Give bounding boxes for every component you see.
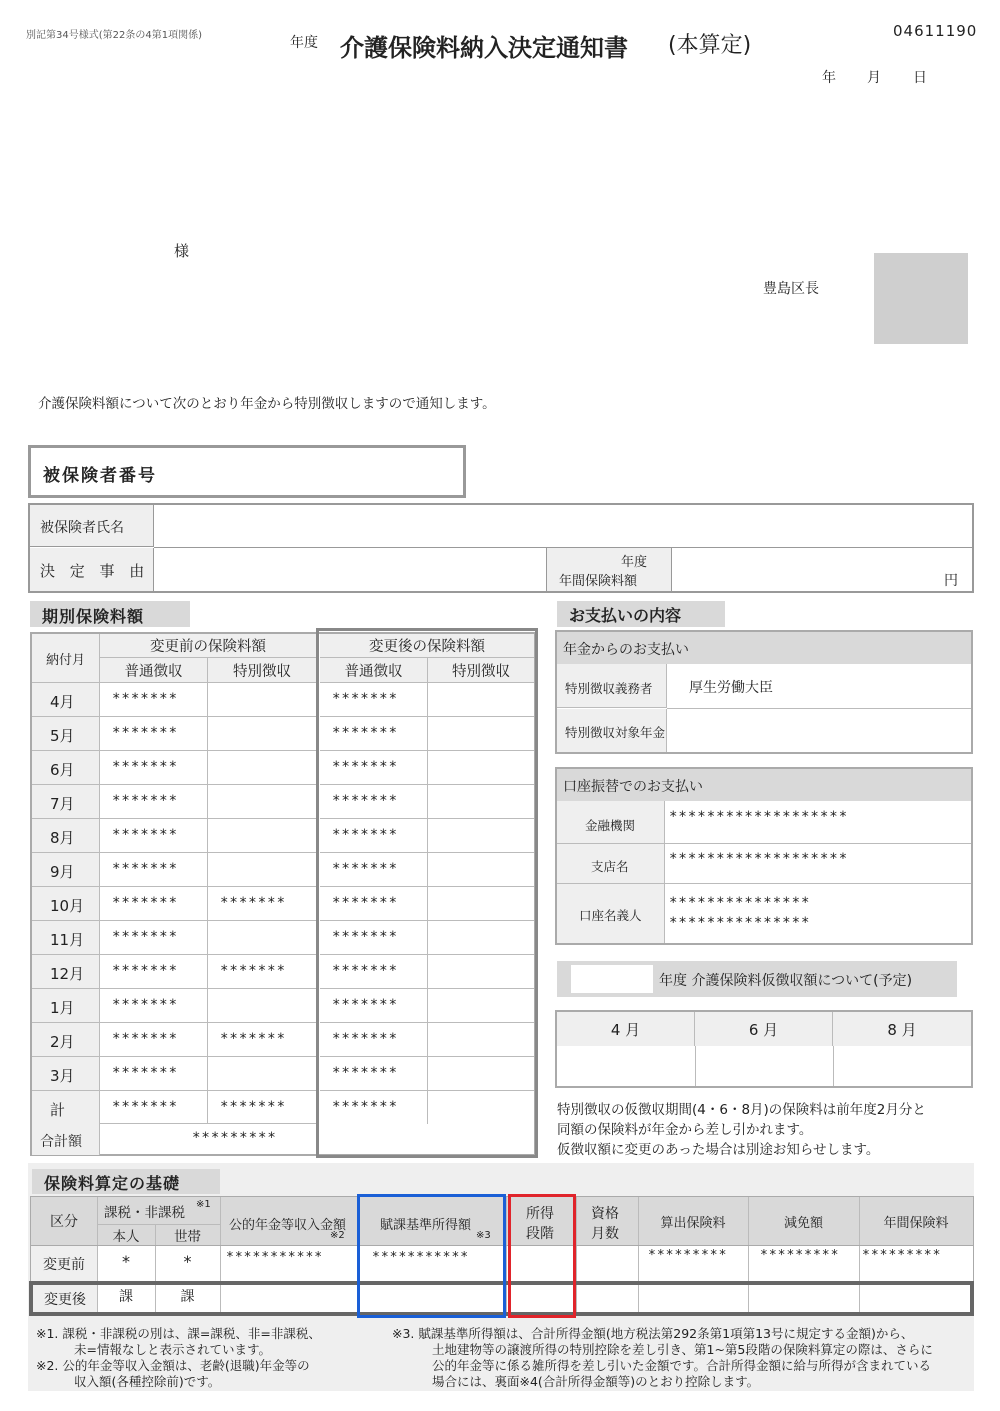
issuer: 豊島区長	[763, 281, 819, 297]
month-label: 12月	[50, 965, 85, 983]
notice-text: 介護保険料額について次のとおり年金から特別徴収しますので通知します。	[38, 396, 496, 412]
after-household: 課	[180, 1289, 195, 1305]
reason-label-cell	[30, 548, 154, 591]
period-row-cell	[100, 1022, 208, 1056]
col-stage-line1: 所得	[526, 1206, 554, 1222]
before-assessed-income: ***********	[372, 1250, 470, 1265]
period-row-cell	[428, 954, 534, 988]
after-special-header: 特別徴収	[428, 658, 534, 682]
month-label: 2月	[50, 1033, 75, 1051]
month-header: 納付月	[32, 634, 100, 682]
col-reduction: 減免額	[783, 1215, 823, 1231]
col-income-note: ※3	[476, 1230, 491, 1241]
period-row-cell	[100, 1056, 208, 1090]
title-suffix: (本算定)	[668, 33, 752, 58]
premium-value: *******	[332, 1031, 399, 1047]
premium-value: *******	[332, 861, 399, 877]
period-row-cell	[208, 716, 316, 750]
insured-name-label: 被保険者氏名	[40, 520, 124, 536]
period-row-cell	[428, 1090, 534, 1124]
pension-payment-box	[555, 630, 973, 754]
yen-unit: 円	[944, 573, 958, 589]
premium-value: *******	[112, 725, 179, 741]
period-row-cell	[320, 716, 428, 750]
premium-value: *******	[112, 1099, 179, 1115]
period-row-cell	[428, 818, 534, 852]
period-row-cell	[320, 784, 428, 818]
month-label: 10月	[50, 897, 85, 915]
month-label: 3月	[50, 1067, 75, 1085]
note-2-line-a: ※2. 公的年金等収入金額は、老齢(退職)年金等の	[36, 1358, 310, 1373]
provisional-note-3: 仮徴収額に変更のあった場合は別途お知らせします。	[557, 1142, 880, 1158]
row-before-label: 変更前	[43, 1256, 85, 1273]
account-holder-label: 口座名義人	[579, 908, 642, 923]
provisional-month-april: 4 月	[557, 1012, 695, 1046]
month-label: 7月	[50, 795, 75, 813]
period-row-cell	[208, 750, 316, 784]
bank-payment-header: 口座振替でのお支払い	[563, 779, 703, 795]
col-self: 本人	[112, 1228, 140, 1245]
period-row-cell	[100, 818, 208, 852]
date-day: 日	[913, 70, 927, 86]
payment-section-header	[557, 601, 725, 627]
period-row-cell	[208, 1022, 316, 1056]
period-row-cell	[320, 750, 428, 784]
period-row-cell	[320, 954, 428, 988]
note-2-line-b: 収入額(各種控除前)です。	[74, 1374, 221, 1389]
col-months-line1: 資格	[591, 1206, 619, 1222]
payment-section-title: お支払いの内容	[569, 606, 682, 625]
bank-label: 金融機関	[585, 818, 636, 833]
income-highlight-frame	[357, 1194, 506, 1318]
provisional-month-june: 6 月	[695, 1012, 833, 1046]
period-row-cell	[428, 750, 534, 784]
premium-value: *******	[332, 1065, 399, 1081]
premium-value: *******	[112, 963, 179, 979]
before-household: *	[183, 1251, 192, 1271]
insured-number-box	[28, 445, 466, 498]
period-row-cell	[100, 954, 208, 988]
note-3-line-c: 公的年金等に係る雑所得を差し引いた金額です。合計所得金額に給与所得が含まれている	[432, 1358, 932, 1373]
grand-total-label: 合計額	[40, 1134, 82, 1150]
premium-value: *******	[220, 1031, 287, 1047]
month-label: 5月	[50, 727, 75, 745]
premium-value: *******	[220, 963, 287, 979]
premium-value: *******	[220, 1099, 287, 1115]
premium-value: *******	[332, 1099, 399, 1115]
premium-value: *******	[112, 759, 179, 775]
period-row-cell	[208, 988, 316, 1022]
col-stage-line2: 段階	[526, 1226, 554, 1242]
period-row-cell	[320, 1090, 428, 1124]
note-3-line-b: 土地建物等の譲渡所得の特別控除を差し引き、第1~第5段階の保険料算定の際は、さらに	[432, 1342, 933, 1357]
period-row-cell	[208, 818, 316, 852]
row-after-label: 変更後	[33, 1285, 97, 1312]
after-header: 変更後の保険料額	[320, 634, 534, 658]
col-tax-note: ※1	[196, 1199, 211, 1210]
note-1-line-b: 未=情報なしと表示されています。	[74, 1342, 271, 1357]
period-row-month	[32, 852, 100, 886]
col-annual-premium: 年間保険料	[883, 1215, 949, 1231]
period-row-cell	[208, 682, 316, 716]
page-title: 介護保険料納入決定通知書	[340, 34, 628, 62]
name-label-cell	[30, 505, 154, 547]
col-pension-note: ※2	[330, 1230, 345, 1241]
after-regular-header: 普通徴収	[320, 658, 428, 682]
premium-value: *******	[112, 861, 179, 877]
month-label: 6月	[50, 761, 75, 779]
period-row-month	[32, 886, 100, 920]
period-row-cell	[320, 886, 428, 920]
period-row-month	[32, 716, 100, 750]
basis-section-title: 保険料算定の基礎	[44, 1174, 181, 1193]
pension-target-label: 特別徴収対象年金	[565, 725, 666, 740]
official-seal	[874, 253, 968, 344]
pension-payment-header: 年金からのお支払い	[563, 642, 689, 658]
period-row-cell	[428, 852, 534, 886]
bank-value: *******************	[669, 809, 849, 825]
period-row-month	[32, 784, 100, 818]
premium-value: *******	[332, 963, 399, 979]
decision-reason-label: 決 定 事 由	[40, 562, 150, 580]
grand-total-row	[32, 1123, 316, 1154]
period-row-cell	[208, 784, 316, 818]
period-row-cell	[428, 886, 534, 920]
note-3-line-a: ※3. 賦課基準所得額は、合計所得金額(地方税法第292条第1項第13号に規定する金額)から、	[392, 1326, 914, 1341]
premium-value: *******	[332, 997, 399, 1013]
period-section-title: 期別保険料額	[42, 607, 145, 626]
stage-highlight-frame	[508, 1194, 576, 1318]
period-row-cell	[100, 784, 208, 818]
after-self: 課	[119, 1289, 133, 1305]
period-row-cell	[428, 988, 534, 1022]
year-label: 年度	[290, 35, 318, 51]
insured-info-box	[28, 503, 974, 593]
note-1-line-a: ※1. 課税・非課税の別は、課=課税、非=非課税、	[36, 1326, 321, 1341]
before-calculated-premium: *********	[648, 1248, 728, 1263]
premium-value: *******	[112, 793, 179, 809]
grand-total-value: *********	[192, 1130, 277, 1146]
period-row-cell	[208, 954, 316, 988]
period-row-cell	[320, 1056, 428, 1090]
premium-value: *******	[112, 997, 179, 1013]
before-reduction: *********	[760, 1248, 840, 1263]
premium-value: *******	[112, 1065, 179, 1081]
period-row-cell	[208, 886, 316, 920]
provisional-note-1: 特別徴収の仮徴収期間(4・6・8月)の保険料は前年度2月分と	[557, 1102, 926, 1118]
col-assessed-income: 賦課基準所得額	[380, 1218, 472, 1233]
period-row-month	[32, 988, 100, 1022]
period-row-cell	[100, 886, 208, 920]
period-row-cell	[320, 988, 428, 1022]
month-label: 8月	[50, 829, 75, 847]
insured-number-label: 被保険者番号	[43, 466, 157, 486]
before-pension-income: ***********	[226, 1250, 324, 1265]
provisional-header	[557, 961, 957, 997]
provisional-table	[555, 1010, 973, 1088]
period-row-cell	[428, 1056, 534, 1090]
period-row-month	[32, 1022, 100, 1056]
premium-value: *******	[112, 929, 179, 945]
period-row-cell	[100, 852, 208, 886]
premium-value: *******	[332, 725, 399, 741]
premium-value: *******	[112, 691, 179, 707]
period-row-month	[32, 954, 100, 988]
premium-value: *******	[332, 759, 399, 775]
annual-year-label: 年度	[621, 555, 648, 570]
date-month: 月	[867, 70, 881, 86]
premium-value: *******	[220, 895, 287, 911]
period-row-cell	[100, 750, 208, 784]
branch-value: *******************	[669, 851, 849, 867]
provisional-month-august: 8 月	[887, 1020, 917, 1039]
period-row-cell	[320, 818, 428, 852]
bank-payment-box	[555, 767, 973, 945]
branch-label: 支店名	[591, 859, 629, 874]
period-row-cell	[428, 682, 534, 716]
period-row-cell	[320, 920, 428, 954]
period-row-cell	[208, 920, 316, 954]
before-special-header: 特別徴収	[208, 658, 316, 682]
period-row-cell	[428, 920, 534, 954]
addressee-suffix: 様	[174, 242, 190, 260]
period-row-month	[32, 818, 100, 852]
period-row-cell	[100, 1090, 208, 1124]
period-row-month	[32, 1090, 100, 1124]
col-kubun: 区分	[50, 1214, 78, 1230]
period-row-month	[32, 920, 100, 954]
period-row-cell	[320, 682, 428, 716]
document-number: 04611190	[893, 22, 978, 40]
period-row-cell	[208, 1056, 316, 1090]
period-row-cell	[320, 1022, 428, 1056]
col-calculated-premium: 算出保険料	[660, 1215, 726, 1231]
annual-premium-label: 年間保険料額	[559, 574, 638, 589]
premium-value: *******	[332, 691, 399, 707]
premium-value: *******	[332, 827, 399, 843]
period-row-cell	[208, 1090, 316, 1124]
provisional-note-2: 同額の保険料が年金から差し引かれます。	[557, 1122, 813, 1138]
premium-value: *******	[112, 1031, 179, 1047]
period-row-month	[32, 1056, 100, 1090]
period-row-cell	[428, 1022, 534, 1056]
period-row-cell	[208, 852, 316, 886]
account-holder-value-1: ***************	[669, 895, 811, 911]
before-self: *	[122, 1251, 130, 1271]
month-label: 計	[50, 1101, 66, 1119]
period-row-cell	[320, 852, 428, 886]
month-label: 11月	[50, 931, 85, 949]
period-row-cell	[100, 682, 208, 716]
obligor-value: 厚生労働大臣	[689, 680, 773, 696]
premium-value: *******	[112, 895, 179, 911]
premium-value: *******	[332, 895, 399, 911]
provisional-title: 年度 介護保険料仮徴収額について(予定)	[659, 973, 913, 989]
col-months-line2: 月数	[591, 1226, 619, 1242]
form-reference: 別記第34号様式(第22条の4第1項関係)	[26, 30, 202, 41]
period-row-month	[32, 750, 100, 784]
period-row-cell	[428, 784, 534, 818]
month-label: 9月	[50, 863, 75, 881]
premium-value: *******	[112, 827, 179, 843]
col-household: 世帯	[174, 1228, 201, 1245]
before-regular-header: 普通徴収	[100, 658, 208, 682]
period-row-cell	[100, 920, 208, 954]
date-year: 年	[822, 70, 836, 86]
col-pension-income: 公的年金等収入金額	[229, 1218, 347, 1233]
period-section-header	[30, 601, 190, 627]
annual-label-cell	[546, 548, 672, 591]
account-holder-value-2: ***************	[669, 915, 811, 931]
basis-section-header	[32, 1169, 220, 1194]
premium-value: *******	[332, 929, 399, 945]
note-3-line-d: 場合には、裏面※4(合計所得金額等)のとおり控除します。	[432, 1374, 760, 1389]
month-label: 1月	[50, 999, 75, 1017]
month-label: 4月	[50, 693, 75, 711]
obligor-label: 特別徴収義務者	[565, 681, 653, 696]
period-row-cell	[428, 716, 534, 750]
period-row-cell	[100, 988, 208, 1022]
before-annual-premium: *********	[862, 1248, 942, 1263]
before-header: 変更前の保険料額	[100, 634, 316, 658]
period-row-month	[32, 682, 100, 716]
period-row-cell	[100, 716, 208, 750]
premium-value: *******	[332, 793, 399, 809]
col-tax-status: 課税・非課税	[104, 1205, 185, 1221]
